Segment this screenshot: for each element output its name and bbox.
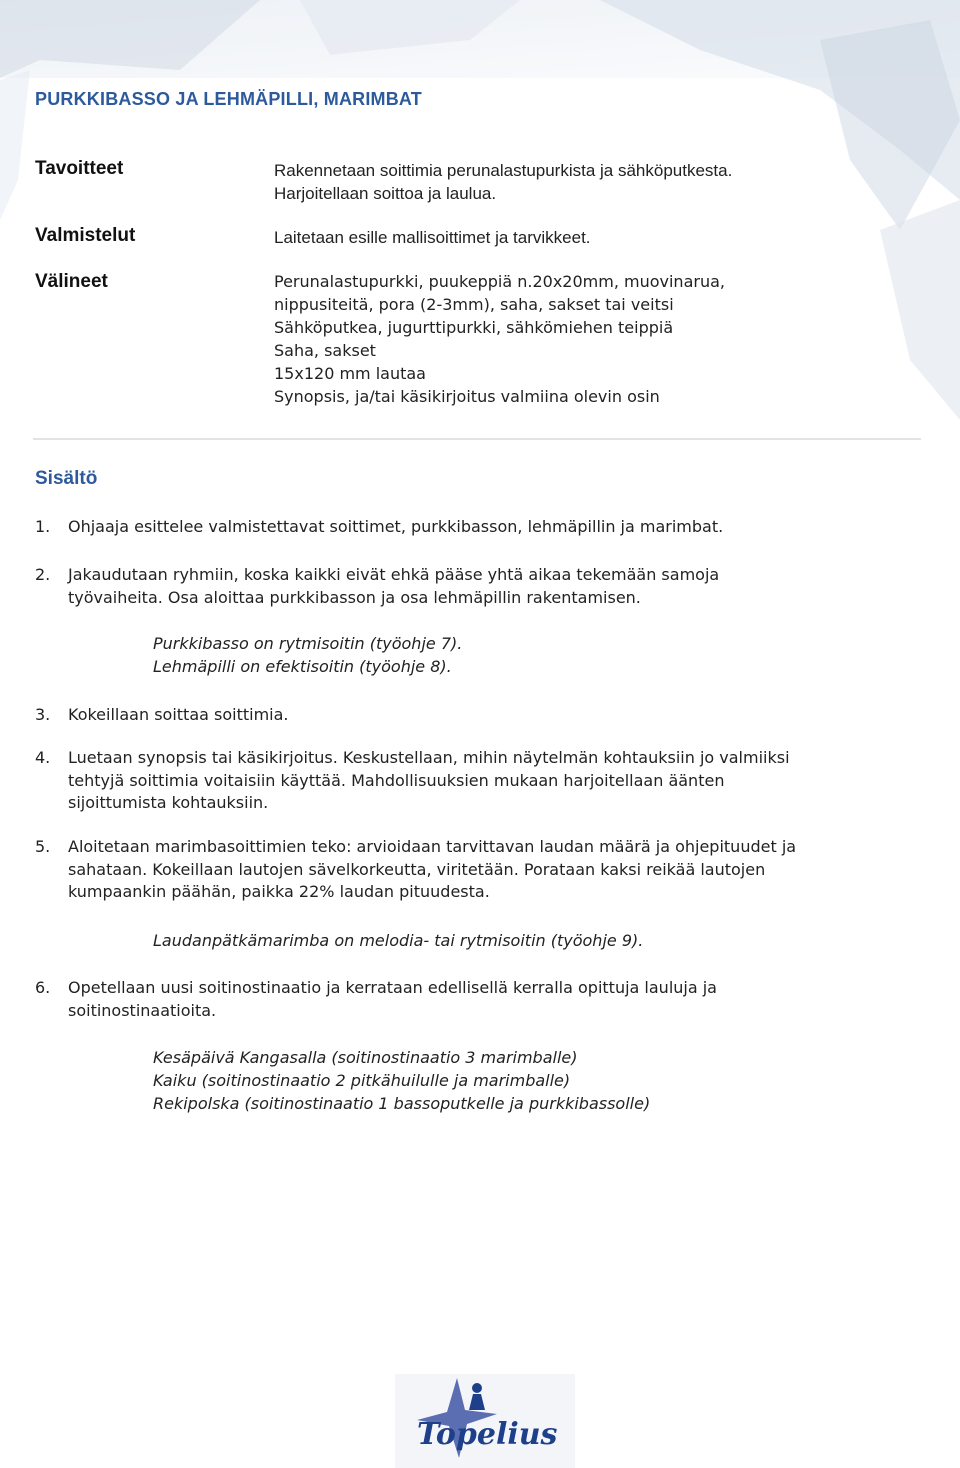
note-line: Kesäpäivä Kangasalla (soitinostinaatio 3 marimballe) [153,1048,578,1067]
note-block [153,632,462,678]
item-line: Ohjaaja esittelee valmistettavat soittimet, purkkibasson, lehmäpillin ja marimbat. [68,517,724,536]
item-number: 6. [35,978,51,997]
item-line: Aloitetaan marimbasoittimien teko: arvioidaan tarvittavan laudan määrä ja ohjepituudet ja [68,837,797,856]
prep-value: Laitetaan esille mallisoittimet ja tarvikkeet. [274,228,591,247]
topelius-logo [395,1374,575,1468]
list-item [35,977,915,1022]
list-item [35,564,915,609]
list-item [35,516,915,539]
logo-text: Topelius [417,1417,558,1452]
section-divider [33,438,921,440]
item-number: 5. [35,837,51,856]
figure-icon [472,1383,482,1393]
note-block [153,1046,650,1115]
note-line: Purkkibasso on rytmisoitin (työohje 7). [153,634,463,653]
item-number: 4. [35,748,51,767]
item-number: 1. [35,517,51,536]
tools-line: nippusiteitä, pora (2-3mm), saha, sakset tai veitsi [274,295,674,314]
goals-label: Tavoitteet [35,158,124,179]
tools-label: Välineet [35,271,108,292]
item-line: Jakaudutaan ryhmiin, koska kaikki eivät ehkä pääse yhtä aikaa tekemään samoja [68,565,720,584]
note-line: Kaiku (soitinostinaatio 2 pitkähuilulle ja marimballe) [153,1071,571,1090]
tools-line: Perunalastupurkki, puukeppiä n.20x20mm, muovinarua, [274,272,725,291]
item-line: Luetaan synopsis tai käsikirjoitus. Keskustellaan, mihin näytelmän kohtauksiin jo valmiiksi [68,748,790,767]
document-title: PURKKIBASSO JA LEHMÄPILLI, MARIMBAT [35,89,422,109]
tools-line: Sähköputkea, jugurttipurkki, sähkömiehen teippiä [274,318,674,337]
tools-value [274,270,725,408]
content-heading: Sisältö [35,468,98,489]
tools-line: 15x120 mm lautaa [274,364,426,383]
item-line: sijoittumista kohtauksiin. [68,793,269,812]
item-line: soitinostinaatioita. [68,1000,217,1020]
item-line: tehtyjä soittimia voitaisiin käyttää. Mahdollisuuksien mukaan harjoitellaan äänten [68,770,725,790]
item-number: 2. [35,565,51,584]
goals-line: Rakennetaan soittimia perunalastupurkista ja sähköputkesta. [274,161,733,180]
item-line: kumpaankin päähän, paikka 22% laudan pituudesta. [68,882,490,901]
list-item [35,836,915,904]
tools-line: Saha, sakset [274,341,376,360]
list-item [35,704,915,727]
item-line: sahataan. Kokeillaan lautojen sävelkorkeutta, viritetään. Porataan kaksi reikää lautojen [68,859,766,879]
item-number: 3. [35,705,51,724]
goals-line: Harjoitellaan soittoa ja laulua. [274,184,497,203]
note-line: Lehmäpilli on efektisoitin (työohje 8). [153,657,452,676]
goals-value [274,159,732,205]
item-line: työvaiheita. Osa aloittaa purkkibasson ja osa lehmäpillin rakentamisen. [68,587,641,607]
note-line: Rekipolska (soitinostinaatio 1 bassoputkelle ja purkkibassolle) [153,1094,651,1113]
note-line: Laudanpätkämarimba on melodia- tai rytmisoitin (työohje 9). [153,931,644,950]
list-item [35,747,915,815]
item-line: Kokeillaan soittaa soittimia. [68,705,289,724]
tools-line: Synopsis, ja/tai käsikirjoitus valmiina olevin osin [274,387,660,406]
item-line: Opetellaan uusi soitinostinaatio ja kerrataan edellisellä kerralla opittuja lauluja ja [68,978,717,997]
prep-label: Valmistelut [35,225,136,246]
